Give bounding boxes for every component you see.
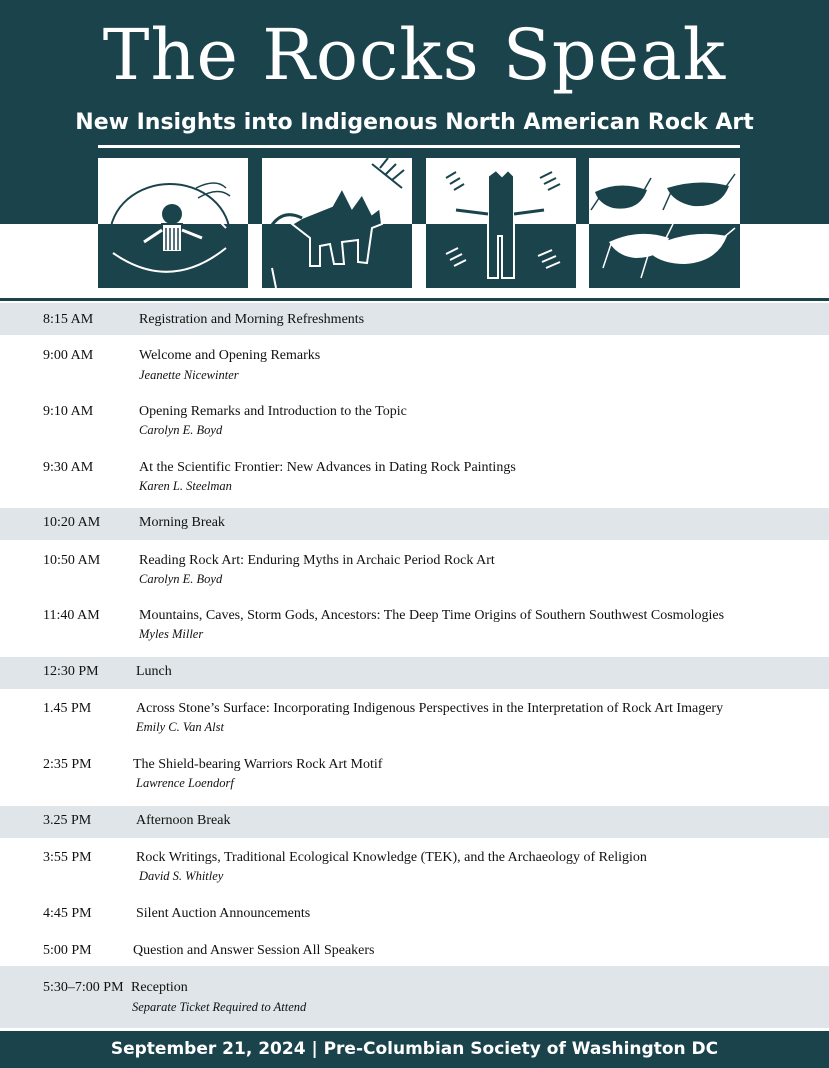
schedule-row (0, 303, 829, 335)
schedule-row (0, 458, 829, 498)
rock-art-animals-image (589, 158, 740, 288)
rock-art-quadruped-image (262, 158, 412, 288)
schedule-event: Lunch (136, 664, 172, 679)
schedule-speaker: Emily C. Van Alst (136, 720, 224, 734)
schedule-row (0, 657, 829, 689)
schedule-time: 9:10 AM (43, 404, 94, 419)
schedule-time: 4:45 PM (43, 906, 92, 921)
schedule-speaker: Separate Ticket Required to Attend (132, 1000, 307, 1014)
schedule-speaker: Carolyn E. Boyd (139, 423, 223, 437)
schedule-time: 10:20 AM (43, 515, 101, 530)
schedule-event: The Shield-bearing Warriors Rock Art Motif (133, 757, 383, 772)
schedule-time: 11:40 AM (43, 608, 100, 623)
schedule-event: Across Stone’s Surface: Incorporating Indigenous Perspectives in the Interpretation of Rock Art Imagery (136, 701, 724, 716)
schedule-event: Question and Answer Session All Speakers (133, 943, 375, 958)
schedule-time: 8:15 AM (43, 312, 94, 327)
header-divider (0, 298, 829, 301)
rock-art-human-figure-image (426, 158, 576, 288)
schedule-event: Reception (131, 980, 188, 995)
schedule-event: Mountains, Caves, Storm Gods, Ancestors: The Deep Time Origins of Southern Southwest Cosmologies (139, 608, 725, 623)
schedule-event: Morning Break (139, 515, 225, 530)
schedule-speaker: Karen L. Steelman (139, 479, 232, 493)
schedule-row (0, 904, 829, 926)
page-title: The Rocks Speak (102, 14, 727, 96)
schedule-event: Afternoon Break (136, 813, 231, 828)
schedule-event: Rock Writings, Traditional Ecological Knowledge (TEK), and the Archaeology of Religion (136, 850, 647, 865)
schedule-event: Reading Rock Art: Enduring Myths in Archaic Period Rock Art (139, 553, 495, 568)
schedule-time: 5:30–7:00 PM (43, 980, 124, 995)
schedule-row (0, 848, 829, 888)
schedule-row (0, 941, 829, 963)
schedule-speaker: Lawrence Loendorf (136, 776, 234, 790)
schedule-time: 2:35 PM (43, 757, 92, 772)
schedule-time: 10:50 AM (43, 553, 101, 568)
schedule-speaker: Carolyn E. Boyd (139, 572, 223, 586)
schedule-event: Silent Auction Announcements (136, 906, 311, 921)
schedule-time: 1.45 PM (43, 701, 92, 716)
schedule-row (0, 806, 829, 838)
schedule-row (0, 551, 829, 591)
subtitle-rule (98, 145, 740, 148)
schedule-time: 9:00 AM (43, 348, 94, 363)
schedule-row (0, 508, 829, 540)
schedule-speaker: Jeanette Nicewinter (139, 368, 239, 382)
schedule-time: 12:30 PM (43, 664, 99, 679)
schedule-time: 3:55 PM (43, 850, 92, 865)
schedule-speaker: Myles Miller (139, 627, 204, 641)
footer-banner: September 21, 2024 | Pre-Columbian Society of Washington DC (0, 1031, 829, 1068)
schedule-row (0, 755, 829, 795)
rock-art-figure-in-circle-image (98, 158, 248, 288)
schedule-event: Registration and Morning Refreshments (139, 312, 365, 327)
schedule-row (0, 402, 829, 442)
schedule-row (0, 699, 829, 739)
schedule-row (0, 606, 829, 646)
schedule-time: 3.25 PM (43, 813, 92, 828)
page-subtitle: New Insights into Indigenous North American Rock Art (75, 110, 754, 135)
schedule-speaker: David S. Whitley (139, 869, 224, 883)
schedule-event: At the Scientific Frontier: New Advances in Dating Rock Paintings (139, 460, 516, 475)
schedule-row (0, 966, 829, 1028)
schedule-time: 9:30 AM (43, 460, 94, 475)
schedule-event: Welcome and Opening Remarks (139, 348, 321, 363)
schedule-time: 5:00 PM (43, 943, 92, 958)
schedule-row (0, 346, 829, 386)
schedule-event: Opening Remarks and Introduction to the Topic (139, 404, 407, 419)
